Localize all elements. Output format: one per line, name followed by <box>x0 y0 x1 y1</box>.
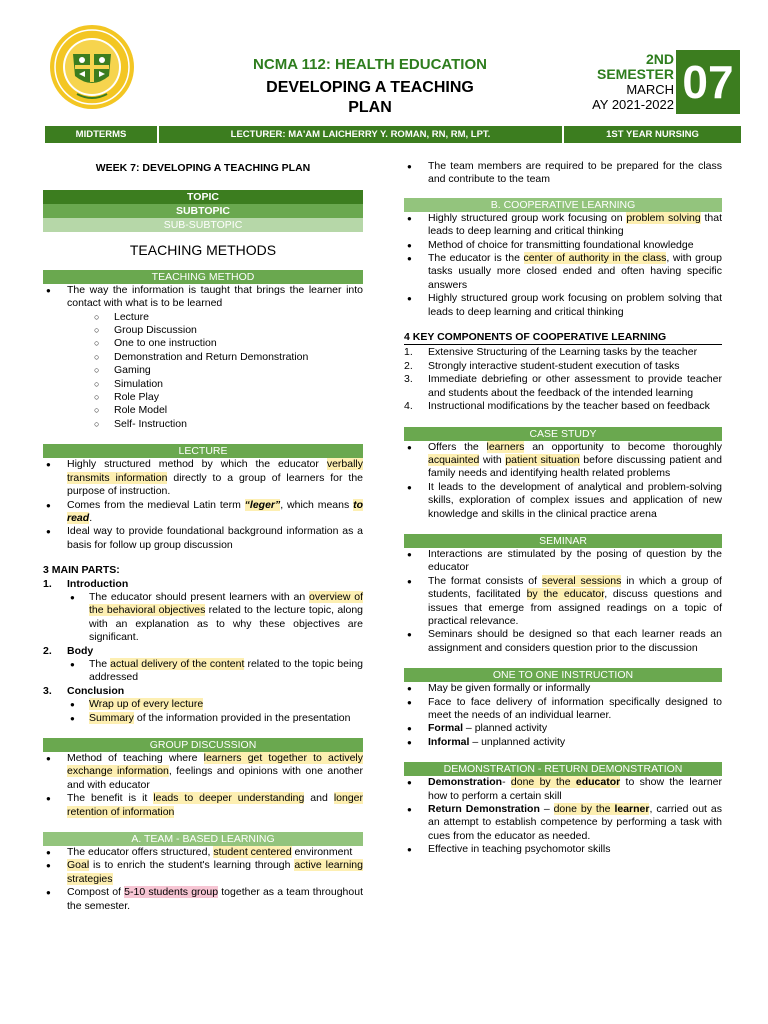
main-parts-list <box>43 578 363 725</box>
lesson-title-line1: DEVELOPING A TEACHING <box>266 79 474 96</box>
list-item: ○ Lecture <box>91 311 363 324</box>
text: – <box>539 803 554 816</box>
text: Instructional modifications by the teacher based on feedback <box>428 400 710 413</box>
highlight: several sessions <box>541 574 622 587</box>
definition-text: The way the information is taught that brings the learner into contact with what is to be learned <box>67 283 363 310</box>
highlight: problem solving <box>626 211 701 224</box>
list-item <box>43 458 363 498</box>
text: The benefit is it <box>67 792 154 805</box>
text: – planned activity <box>463 722 548 735</box>
list-item <box>67 712 363 725</box>
text: environment <box>291 846 353 859</box>
lesson-title <box>180 78 560 118</box>
highlight: active learning strategies <box>67 859 363 885</box>
highlight: acquainted <box>428 453 480 466</box>
list-item <box>404 736 722 749</box>
list-item: ● It leads to the development of analytical and problem-solving skills, exploration of complex issues and application of new knowledge and skills in the clinical practice arena <box>404 481 722 521</box>
text: in which a group of students, facilitated <box>428 574 722 601</box>
lecture-list <box>43 458 363 552</box>
text: . <box>89 511 93 524</box>
highlight: patient situation <box>505 453 580 466</box>
item-number: 2. <box>404 359 413 372</box>
item-number: 4. <box>404 400 413 413</box>
part-label: Conclusion <box>67 684 125 697</box>
highlight: longer retention of information <box>67 792 364 818</box>
list-item <box>43 284 363 431</box>
list-item <box>67 698 363 711</box>
list-item <box>43 846 363 859</box>
team-based-list <box>43 846 363 913</box>
text: , carried out as an attempt to establish competence by performing a task with cues from the educator as needed. <box>428 803 722 842</box>
text: – unplanned activity <box>469 735 566 748</box>
highlight: student centered <box>213 846 292 859</box>
legend-subtopic: SUBTOPIC <box>43 204 363 218</box>
bold-term: Formal <box>428 722 464 735</box>
semester-info <box>590 52 674 112</box>
text: is to enrich the student's learning through <box>89 859 295 872</box>
team-based-heading: A. TEAM - BASED LEARNING <box>43 832 363 846</box>
list-item: ● Highly structured group work focusing on problem solving that leads to deep learning and critical thinking <box>404 292 722 319</box>
text: Strongly interactive student-student execution of tasks <box>428 359 680 372</box>
bold-term: Demonstration <box>428 776 503 789</box>
text: Comes from the medieval Latin term <box>67 498 245 511</box>
highlight: overview of the behavioral objectives <box>89 590 363 617</box>
case-study-list <box>404 441 722 521</box>
list-item: ○ Role Play <box>91 391 363 404</box>
list-item <box>43 886 363 913</box>
item-number: 3. <box>404 373 413 386</box>
right-column <box>404 160 722 857</box>
academic-year: AY 2021-2022 <box>592 97 674 112</box>
text: The educator is the <box>428 252 524 265</box>
list-item <box>43 792 363 819</box>
year-level-label: 1ST YEAR NURSING <box>606 129 699 140</box>
group-discussion-list <box>43 752 363 819</box>
list-item: ● Interactions are stimulated by the posing of question by the educator <box>404 548 722 575</box>
main-parts-heading: 3 MAIN PARTS: <box>43 564 120 577</box>
cooperative-list <box>404 212 722 319</box>
list-item <box>43 499 363 526</box>
seminar-list <box>404 548 722 655</box>
list-item <box>404 803 722 843</box>
course-title: NCMA 112: HEALTH EDUCATION <box>253 56 487 73</box>
list-item <box>43 752 363 792</box>
text: , feelings and opinions with one another and with educator <box>67 765 363 791</box>
text: with <box>479 453 506 466</box>
list-item <box>43 645 363 685</box>
list-item: ● Method of choice for transmitting foundational knowledge <box>404 239 722 252</box>
list-item: ● Seminars should be designed so that each learner reads an assignment and considers question prior to the discussion <box>404 628 722 655</box>
list-item <box>404 373 722 400</box>
legend-subsubtopic: SUB-SUBTOPIC <box>43 218 363 232</box>
highlight: by the educator <box>526 588 605 601</box>
conclusion-list <box>67 698 363 725</box>
group-discussion-heading: GROUP DISCUSSION <box>43 738 363 752</box>
text: that leads to deep learning and critical thinking <box>428 211 722 238</box>
lesson-title-line2: PLAN <box>348 99 392 116</box>
item-number: 3. <box>43 684 52 697</box>
item-number: 1. <box>404 346 413 359</box>
list-item <box>67 591 363 645</box>
teaching-method-list <box>43 284 363 431</box>
list-item <box>404 722 722 735</box>
list-item: ● Ideal way to provide foundational background information as a basis for follow up group discussion <box>43 525 363 552</box>
text: , which means <box>280 498 354 511</box>
list-item <box>67 658 363 685</box>
text: , with group tasks usually more closed ended and often having specific answers <box>428 252 722 291</box>
highlight: Wrap up of every lecture <box>89 698 204 711</box>
text: The <box>89 657 111 670</box>
semester-number: 2ND <box>645 51 674 67</box>
text: an opportunity to become thoroughly <box>524 440 722 453</box>
highlight: actual delivery of the content <box>110 657 245 670</box>
item-number: 2. <box>43 644 52 657</box>
semester-label: SEMESTER <box>596 66 674 82</box>
one-to-one-list <box>404 682 722 749</box>
list-item <box>404 360 722 373</box>
components-heading: 4 KEY COMPONENTS OF COOPERATIVE LEARNING <box>404 331 667 344</box>
text: Immediate debriefing or other assessment to provide teacher and students about the feedback of the intended learning <box>428 373 722 399</box>
text: together as a team throughout the semester. <box>67 886 363 912</box>
left-column <box>43 160 363 913</box>
list-item <box>404 776 722 803</box>
text: related to the topic being addressed <box>89 657 364 684</box>
text: Highly structured method by which the educator <box>67 458 327 471</box>
part-label: Introduction <box>67 577 129 590</box>
list-item <box>404 346 722 359</box>
highlight: verbally transmits information <box>67 458 363 484</box>
list-item <box>404 212 722 239</box>
pink-highlight: 5-10 students group <box>124 886 219 899</box>
team-cont-list <box>404 160 722 187</box>
one-to-one-heading: ONE TO ONE INSTRUCTION <box>404 668 722 682</box>
part-label: Body <box>67 644 94 657</box>
bold-term: Informal <box>428 735 470 748</box>
list-item <box>404 252 722 292</box>
latin-term: “leger” <box>244 498 281 511</box>
highlight-bold: learner <box>614 803 650 816</box>
list-item: ● The team members are required to be prepared for the class and contribute to the team <box>404 160 722 187</box>
school-seal-logo <box>49 24 135 110</box>
text: of the information provided in the presentation <box>133 711 351 724</box>
list-item <box>404 575 722 629</box>
text: Extensive Structuring of the Learning tasks by the teacher <box>428 346 698 359</box>
highlight: learners <box>486 440 525 453</box>
text: and <box>304 792 334 805</box>
highlight: Goal <box>67 859 90 872</box>
text: - <box>502 776 511 789</box>
highlight: leads to deeper understanding <box>153 792 305 805</box>
text: , discuss questions and issues that emerge from assigned readings on a topic of practical relevance. <box>428 588 723 627</box>
seminar-heading: SEMINAR <box>404 534 722 548</box>
text: Offers the <box>428 440 487 453</box>
text: Method of teaching where <box>67 752 204 764</box>
exam-label: MIDTERMS <box>45 126 159 143</box>
list-item: ○ Gaming <box>91 364 363 377</box>
week-number-badge: 07 <box>676 50 740 114</box>
list-item <box>43 685 363 725</box>
bold-term: Return Demonstration <box>428 803 540 816</box>
highlight-bold: educator <box>575 776 621 789</box>
cooperative-heading: B. COOPERATIVE LEARNING <box>404 198 722 212</box>
list-item: ● Face to face delivery of information specifically designed to meet the needs of an individual learner. <box>404 696 722 723</box>
highlight: Summary <box>89 711 134 724</box>
legend-topic: TOPIC <box>43 190 363 204</box>
text: Highly structured group work focusing on <box>428 211 627 224</box>
highlight: done by the <box>553 803 615 816</box>
text: The educator should present learners with an <box>89 590 309 603</box>
list-item <box>43 859 363 886</box>
main-title: TEACHING METHODS <box>129 242 277 259</box>
demonstration-list <box>404 776 722 856</box>
list-item <box>43 578 363 645</box>
info-bar <box>45 126 741 143</box>
item-number: 1. <box>43 577 52 590</box>
text: The format consists of <box>428 574 542 587</box>
list-item: ○ One to one instruction <box>91 337 363 350</box>
methods-list <box>91 311 363 432</box>
list-item: ○ Self- Instruction <box>91 418 363 431</box>
text: Compost of <box>67 886 125 899</box>
text: before discussing patient and family needs and identifying health related problems <box>428 453 723 480</box>
list-item: ○ Demonstration and Return Demonstration <box>91 351 363 364</box>
list-item <box>404 400 722 413</box>
list-item: ○ Group Discussion <box>91 324 363 337</box>
intro-list <box>67 591 363 645</box>
text: to show the learner how to perform a certain skill <box>428 776 722 802</box>
highlight: center of authority in the class <box>523 252 667 265</box>
highlight: done by the <box>510 776 576 789</box>
components-list <box>404 344 722 413</box>
list-item: ● Effective in teaching psychomotor skills <box>404 843 722 856</box>
body-list <box>67 658 363 685</box>
term-meaning: to read <box>67 498 363 524</box>
teaching-method-heading: TEACHING METHOD <box>43 270 363 284</box>
text: The educator offers structured, <box>67 846 214 859</box>
lecturer-label: LECTURER: MA'AM LAICHERRY Y. ROMAN, RN, RM, LPT. <box>159 126 564 143</box>
case-study-heading: CASE STUDY <box>404 427 722 441</box>
month: MARCH <box>626 82 674 97</box>
highlight: learners get together to actively exchange information <box>67 752 363 778</box>
list-item <box>404 441 722 481</box>
text: directly to a group of learners for the purpose of instruction. <box>67 471 364 498</box>
text: related to the lecture topic, along with an explanation as to why these objectives are significant. <box>89 604 364 644</box>
list-item: ● May be given formally or informally <box>404 682 722 695</box>
week-title: WEEK 7: DEVELOPING A TEACHING PLAN <box>95 162 311 174</box>
list-item: ○ Simulation <box>91 378 363 391</box>
list-item: ○ Role Model <box>91 404 363 417</box>
lecture-heading: LECTURE <box>43 444 363 458</box>
demonstration-heading: DEMONSTRATION - RETURN DEMONSTRATION <box>404 762 722 776</box>
